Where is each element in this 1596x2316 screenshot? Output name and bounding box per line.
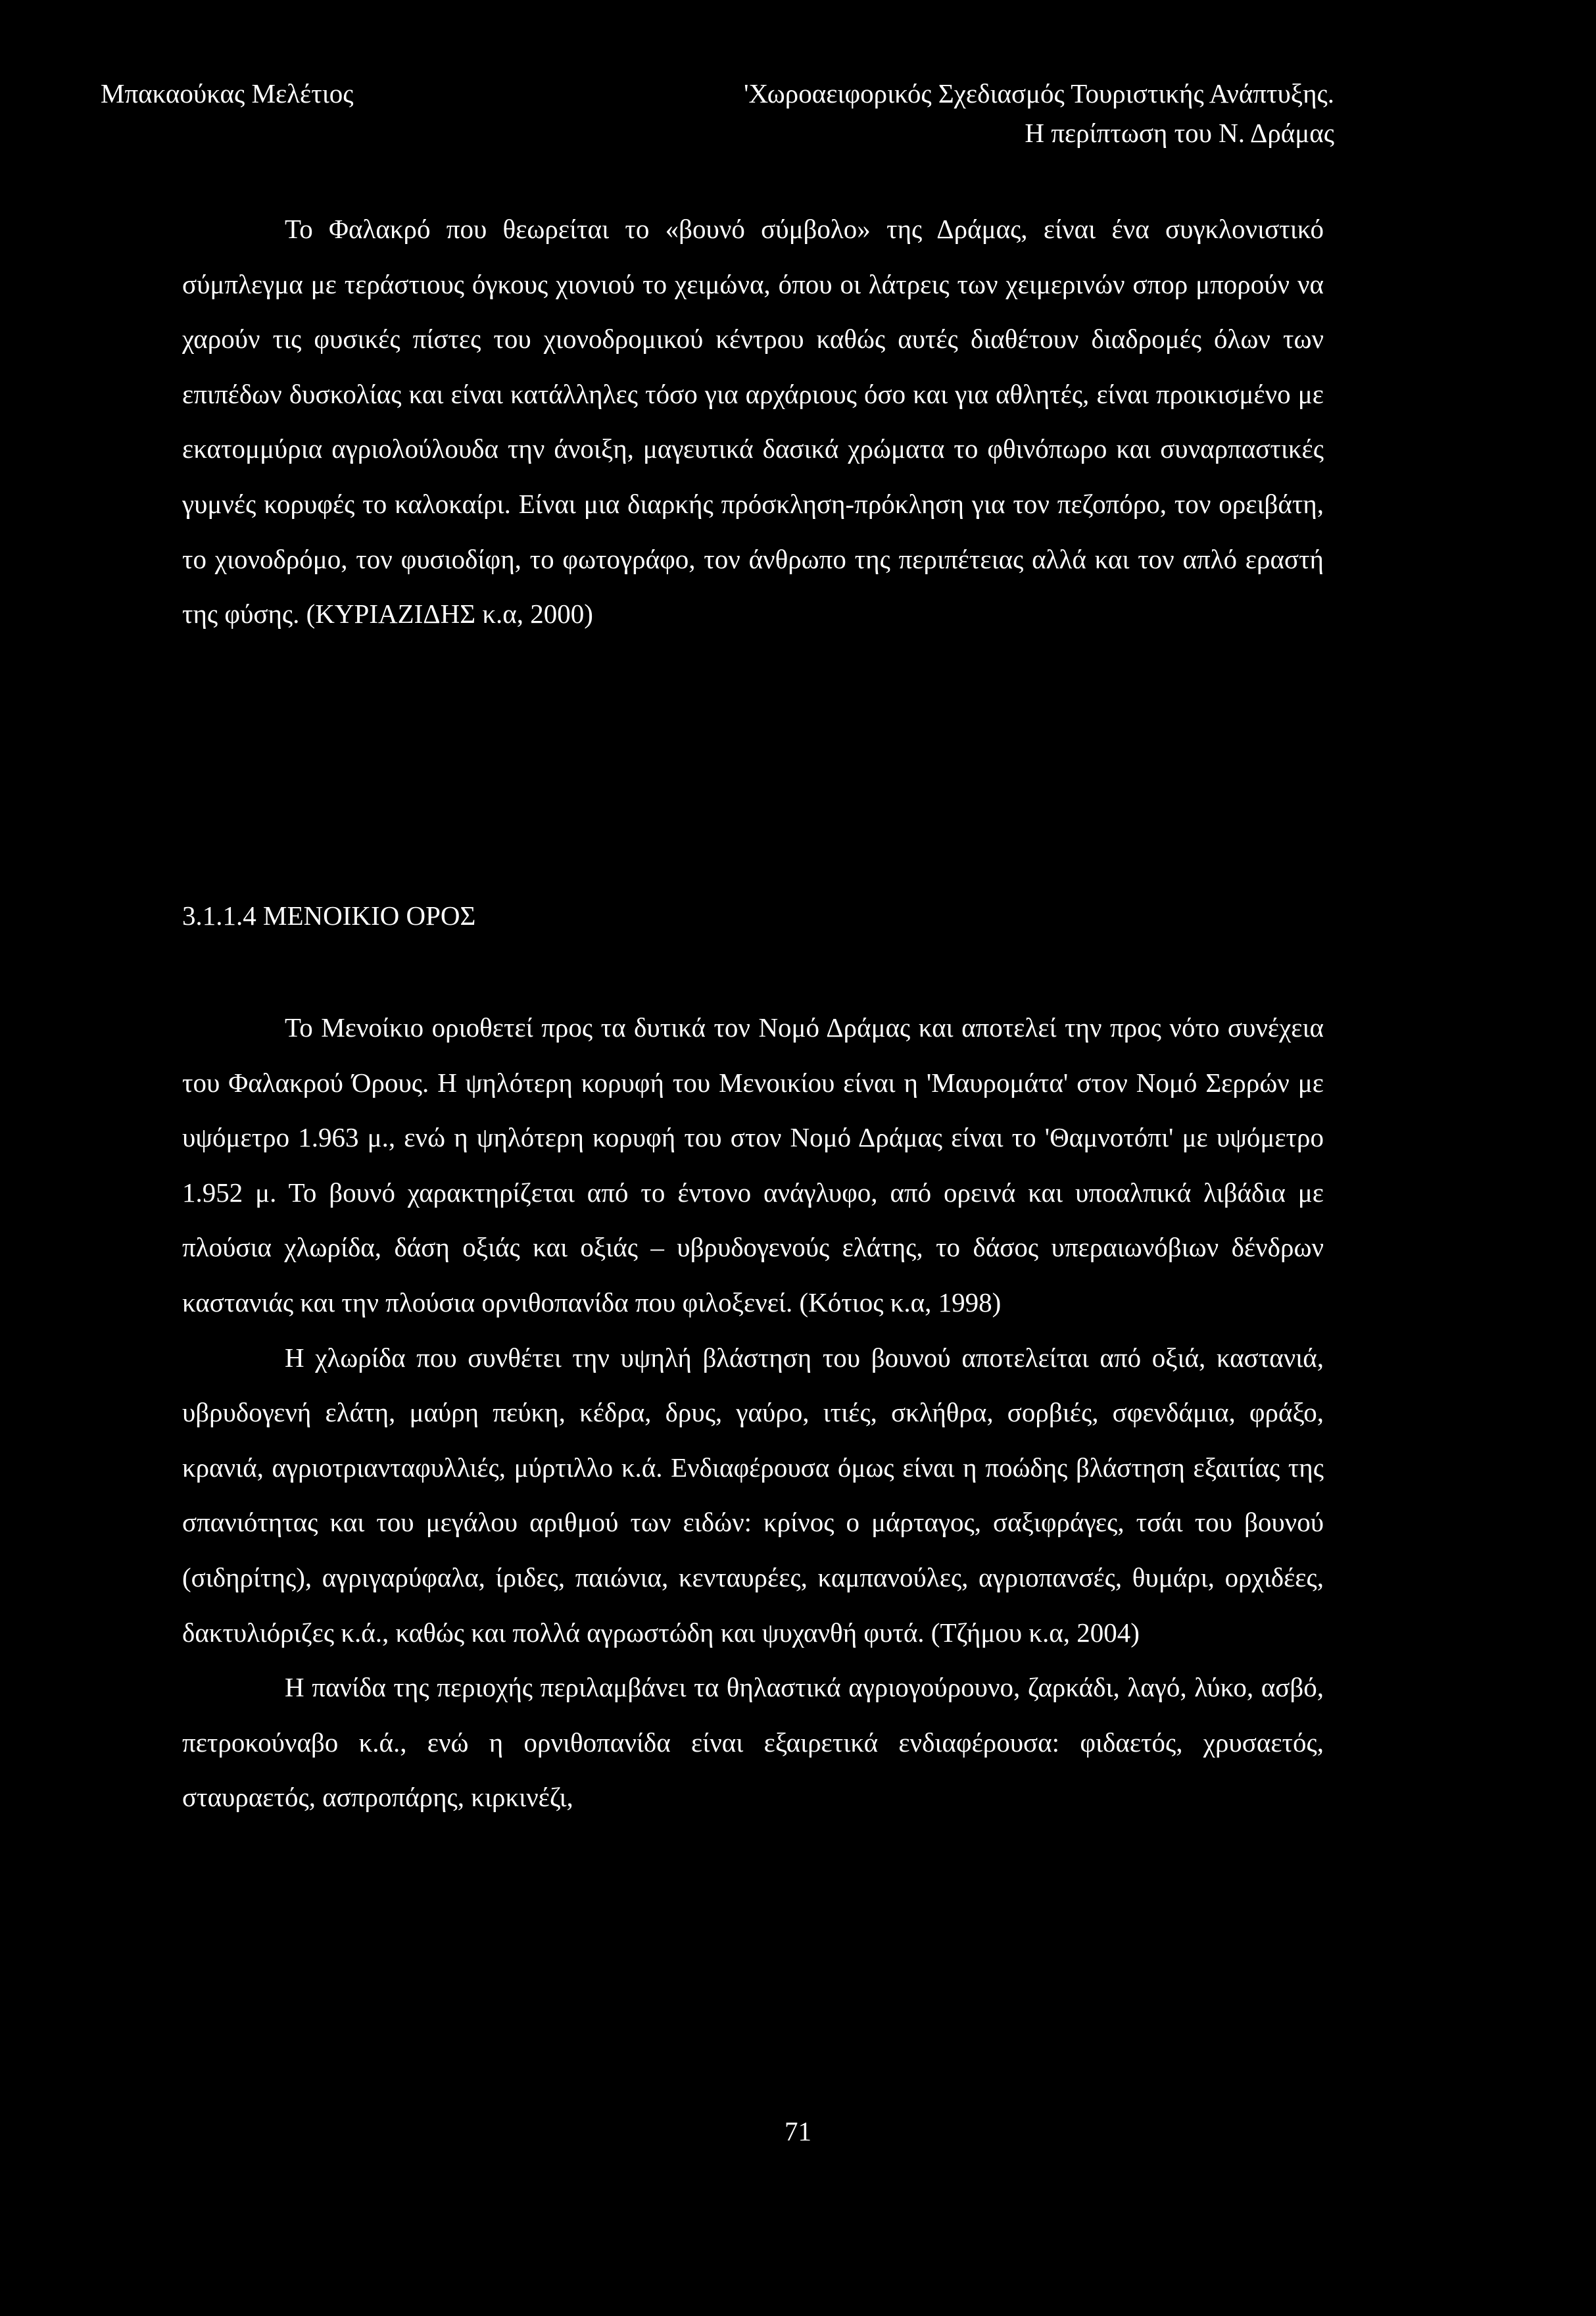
paragraph-falakro: Το Φαλακρό που θεωρείται το «βουνό σύμβολο» της Δράμας, είναι ένα συγκλονιστικό σύμπλεγμα με τεράστιους όγκους χιονιού το χειμώνα, όπου οι λάτρεις των χειμερινών σπορ μπορούν να χαρούν τις φυσικές πίστες του χιονοδρομικού κέντρου καθώς αυτές διαθέτουν διαδρομές όλων των επιπέδων δυσκολίας και είναι κατάλληλες τόσο για αρχάριους όσο και για αθλητές, είναι προικισμένο με εκατομμύρια αγριολούλουδα την άνοιξη, μαγευτικά δασικά χρώματα το φθινόπωρο και συναρπαστικές γυμνές κορυφές το καλοκαίρι. Είναι μια διαρκής πρόσκληση-πρόκληση για τον πεζοπόρο, τον ορειβάτη, το χιονοδρόμο, τον φυσιοδίφη, το φωτογράφο, τον άνθρωπο της περιπέτειας αλλά και τον απλό εραστή της φύσης. (ΚΥΡΙΑΖΙΔΗΣ κ.α, 2000) (182, 214, 1324, 629)
header-title (744, 74, 1334, 153)
header-title-line-2: Η περίπτωση του Ν. Δράμας (1025, 118, 1334, 148)
section-text-block (182, 1000, 1324, 1825)
paragraph-menoikio-intro: Το Μενοίκιο οριοθετεί προς τα δυτικά τον Νομό Δράμας και αποτελεί την προς νότο συνέχεια του Φαλακρού Όρους. Η ψηλότερη κορυφή του Μενοικίου είναι η 'Μαυρομάτα' στον Νομό Σερρών με υψόμετρο 1.963 μ., ενώ η ψηλότερη κορυφή του στον Νομό Δράμας είναι το 'Θαμνοτόπι' με υψόμετρο 1.952 μ. Το βουνό χαρακτηρίζεται από το έντονο ανάγλυφο, από ορεινά και υποαλπικά λιβάδια με πλούσια χλωρίδα, δάση οξιάς και οξιάς – υβρυδογενούς ελάτης, το δάσος υπεραιωνόβιων δένδρων καστανιάς και την πλούσια ορνιθοπανίδα που φιλοξενεί. (Κότιος κ.α, 1998) (182, 1012, 1324, 1318)
header-title-line-1: 'Χωροαειφορικός Σχεδιασμός Τουριστικής Ανάπτυξης. (744, 78, 1334, 109)
paragraph-fauna: Η πανίδα της περιοχής περιλαμβάνει τα θηλαστικά αγριογούρουνο, ζαρκάδι, λαγό, λύκο, ασβό, πετροκούναβο κ.ά., ενώ η ορνιθοπανίδα είναι εξαιρετικά ενδιαφέρουσα: φιδαετός, χρυσαετός, σταυραετός, ασπροπάρης, κιρκινέζι, (182, 1672, 1324, 1813)
header-author: Μπακαούκας Μελέτιος (101, 78, 354, 109)
section-heading: 3.1.1.4 ΜΕΝΟΙΚΙΟ ΟΡΟΣ (182, 900, 476, 931)
paragraph-flora: Η χλωρίδα που συνθέτει την υψηλή βλάστηση του βουνού αποτελείται από οξιά, καστανιά, υβρυδογενή ελάτη, μαύρη πεύκη, κέδρα, δρυς, γαύρο, ιτιές, σκλήθρα, σορβιές, σφενδάμια, φράξο, κρανιά, αγριοτριανταφυλλιές, μύρτιλλο κ.ά. Ενδιαφέρουσα όμως είναι η ποώδης βλάστηση εξαιτίας της σπανιότητας και του μεγάλου αριθμού των ειδών: κρίνος ο μάρταγος, σαξιφράγες, τσάι του βουνού (σιδηρίτης), αγριγαρύφαλα, ίριδες, παιώνια, κενταυρέες, καμπανούλες, αγριοπανσές, θυμάρι, ορχιδέες, δακτυλιόριζες κ.ά., καθώς και πολλά αγρωστώδη και ψυχανθή φυτά. (Τζήμου κ.α, 2004) (182, 1342, 1324, 1648)
intro-text-block (182, 202, 1324, 642)
page-number: 71 (785, 2116, 811, 2146)
